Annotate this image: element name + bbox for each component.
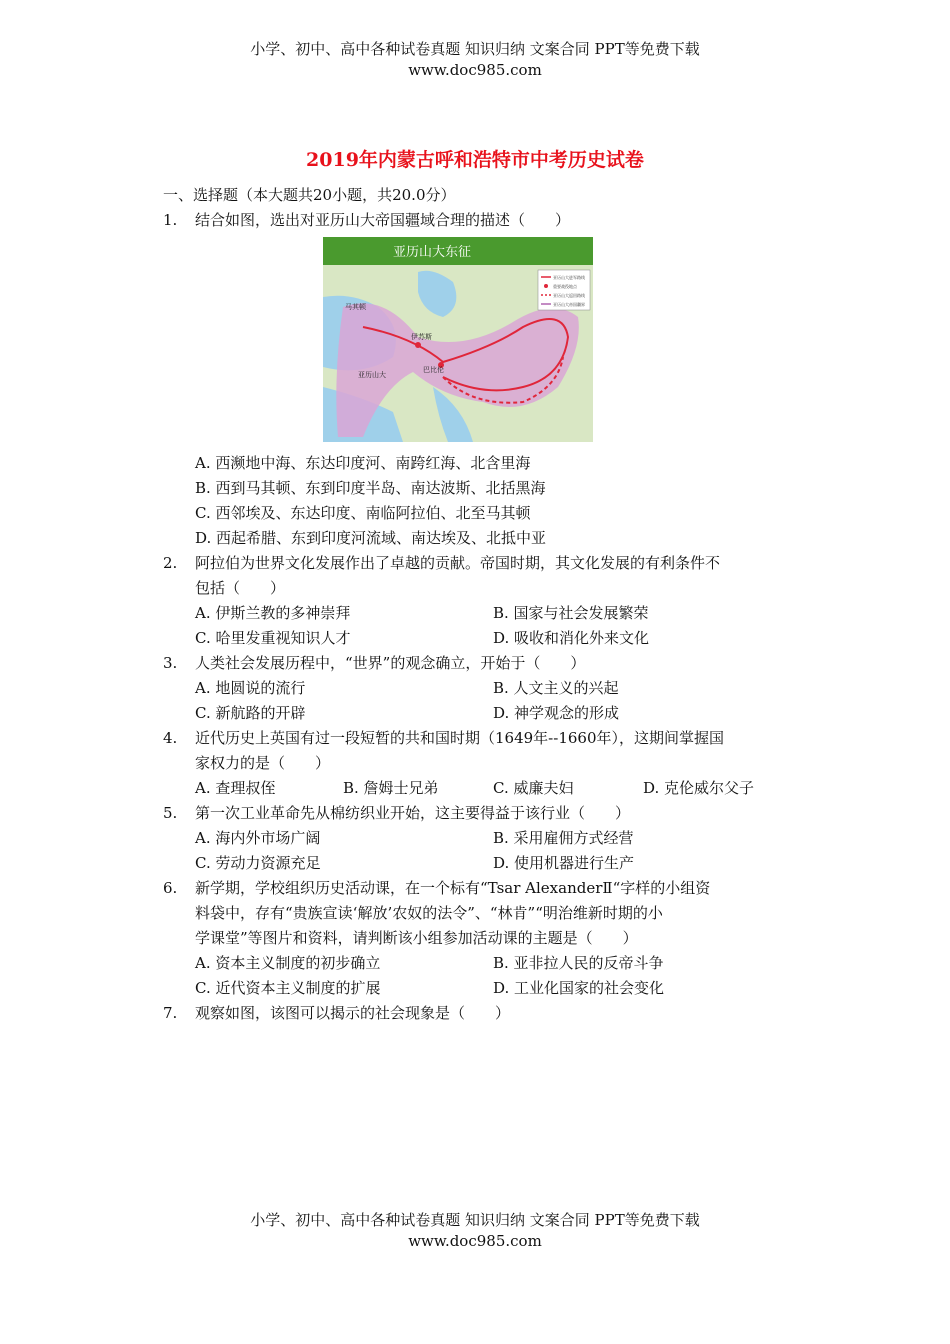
option-line	[163, 626, 803, 651]
map-label: 马其顿	[345, 303, 366, 311]
question-text: 第一次工业革命先从棉纺织业开始，这主要得益于该行业（ ）	[195, 804, 631, 822]
legend-item: 亚历山大帝国疆界	[553, 302, 585, 307]
alexander-conquest-map	[323, 237, 593, 442]
option[interactable]: D. 吸收和消化外来文化	[493, 629, 650, 647]
option[interactable]: A. 查理叔侄	[195, 779, 276, 797]
map-title: 亚历山大东征	[393, 245, 472, 260]
question-3	[163, 651, 803, 676]
option[interactable]: B. 亚非拉人民的反帝斗争	[493, 954, 664, 972]
option[interactable]: C. 劳动力资源充足	[195, 854, 321, 872]
question-number: 7.	[163, 1004, 178, 1022]
map-label: 伊苏斯	[411, 333, 432, 341]
legend-item: 亚历山大返回路线	[553, 293, 585, 298]
option[interactable]: B. 西到马其顿、东到印度半岛、南达波斯、北括黑海	[195, 479, 546, 497]
question-text-cont	[163, 901, 803, 926]
option[interactable]: D. 工业化国家的社会变化	[493, 979, 665, 997]
option[interactable]: A. 地圆说的流行	[195, 679, 306, 697]
legend-item: 亚历山大进军路线	[553, 275, 585, 280]
option[interactable]: C. 哈里发重视知识人才	[195, 629, 351, 647]
option[interactable]: C. 新航路的开辟	[195, 704, 306, 722]
option-line	[163, 601, 803, 626]
footer-text: 小学、初中、高中各种试卷真题 知识归纳 文案合同 PPT等免费下载	[250, 1211, 700, 1229]
option-line	[163, 501, 803, 526]
option[interactable]: D. 西起希腊、东到印度河流域、南达埃及、北抵中亚	[195, 529, 547, 547]
page-footer	[0, 1210, 950, 1252]
map-label: 亚历山大	[358, 371, 386, 379]
question-4	[163, 726, 803, 751]
option[interactable]: C. 威廉夫妇	[493, 779, 574, 797]
question-text: 家权力的是（ ）	[195, 754, 331, 772]
option[interactable]: B. 采用雇佣方式经营	[493, 829, 634, 847]
option[interactable]: B. 人文主义的兴起	[493, 679, 619, 697]
exam-content	[163, 183, 803, 1026]
page-title: 2019年内蒙古呼和浩特市中考历史试卷	[306, 149, 644, 171]
question-number: 4.	[163, 729, 178, 747]
question-number: 5.	[163, 804, 178, 822]
question-2	[163, 551, 803, 576]
option-line	[163, 526, 803, 551]
option[interactable]: A. 西濒地中海、东达印度河、南跨红海、北含里海	[195, 454, 531, 472]
option[interactable]: D. 神学观念的形成	[493, 704, 620, 722]
question-text: 新学期，学校组织历史活动课，在一个标有“Tsar AlexanderⅡ“字样的小组资	[195, 879, 711, 897]
question-number: 3.	[163, 654, 178, 672]
question-text: 结合如图，选出对亚历山大帝国疆域合理的描述（ ）	[195, 211, 571, 229]
option-line	[163, 826, 803, 851]
question-7	[163, 1001, 803, 1026]
option[interactable]: A. 伊斯兰教的多神崇拜	[195, 604, 351, 622]
header-url: www.doc985.com	[408, 61, 542, 79]
option-line	[163, 976, 803, 1001]
question-text-cont	[163, 751, 803, 776]
option[interactable]: D. 使用机器进行生产	[493, 854, 635, 872]
question-text: 人类社会发展历程中，“世界”的观念确立，开始于（ ）	[195, 654, 586, 672]
question-text: 观察如图，该图可以揭示的社会现象是（ ）	[195, 1004, 511, 1022]
question-text-cont	[163, 576, 803, 601]
legend-item: 重要战役地点	[553, 284, 577, 289]
question-text: 近代历史上英国有过一段短暂的共和国时期（1649年--1660年），这期间掌握国	[195, 729, 724, 747]
section-heading: 一、选择题（本大题共20小题，共20.0分）	[163, 186, 456, 204]
option[interactable]: B. 詹姆士兄弟	[343, 779, 439, 797]
option[interactable]: B. 国家与社会发展繁荣	[493, 604, 649, 622]
question-number: 6.	[163, 879, 178, 897]
question-number: 2.	[163, 554, 178, 572]
option[interactable]: A. 资本主义制度的初步确立	[195, 954, 381, 972]
option-line	[163, 951, 803, 976]
question-text-cont	[163, 926, 803, 951]
question-text: 学课堂”等图片和资料，请判断该小组参加活动课的主题是（ ）	[195, 929, 638, 947]
option-line	[163, 476, 803, 501]
header-text: 小学、初中、高中各种试卷真题 知识归纳 文案合同 PPT等免费下载	[250, 40, 700, 58]
option[interactable]: C. 西邻埃及、东达印度、南临阿拉伯、北至马其顿	[195, 504, 531, 522]
option-line	[163, 776, 803, 801]
option-line	[163, 451, 803, 476]
question-text: 阿拉伯为世界文化发展作出了卓越的贡献。帝国时期，其文化发展的有利条件不	[195, 554, 721, 572]
page-header	[0, 39, 950, 81]
footer-url: www.doc985.com	[408, 1232, 542, 1250]
question-text: 包括（ ）	[195, 579, 286, 597]
option-line	[163, 676, 803, 701]
question-6	[163, 876, 803, 901]
map-figure-wrap	[163, 233, 803, 451]
option-line	[163, 701, 803, 726]
question-number: 1.	[163, 211, 178, 229]
map-label: 巴比伦	[423, 366, 444, 374]
option-line	[163, 851, 803, 876]
option[interactable]: D. 克伦威尔父子	[643, 779, 755, 797]
option[interactable]: A. 海内外市场广阔	[195, 829, 321, 847]
option[interactable]: C. 近代资本主义制度的扩展	[195, 979, 381, 997]
question-text: 料袋中，存有“贵族宣读‘解放’农奴的法令”、“林肯”“明治维新时期的小	[195, 904, 663, 922]
question-5	[163, 801, 803, 826]
question-1	[163, 208, 803, 233]
